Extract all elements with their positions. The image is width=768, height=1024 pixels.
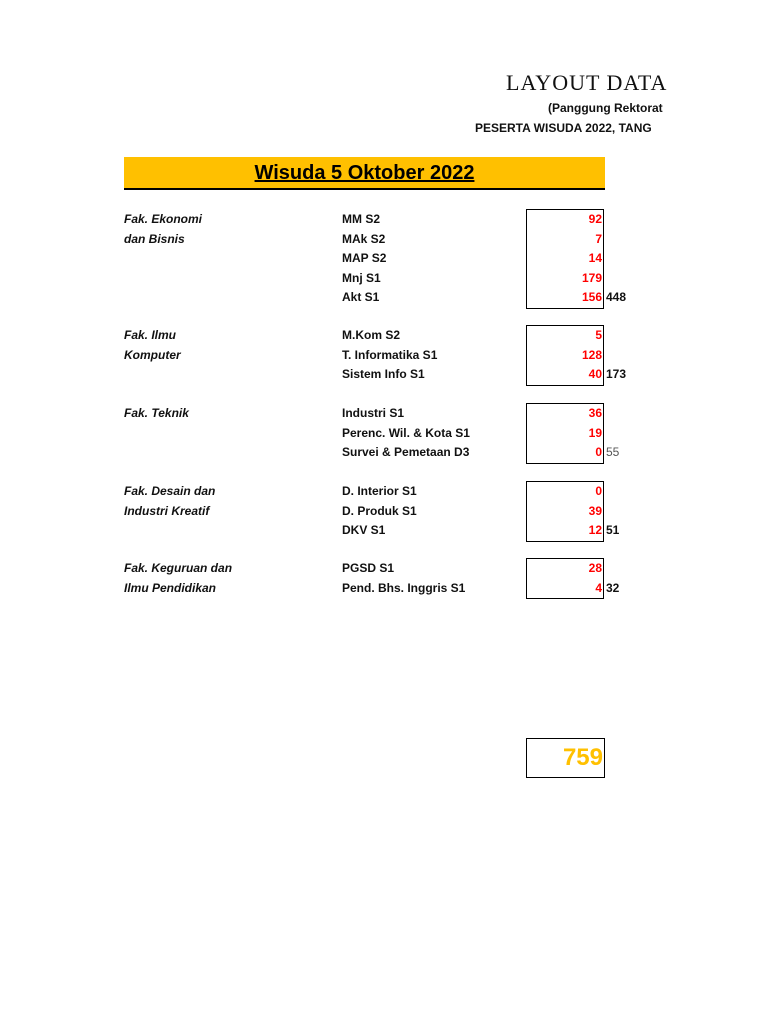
program-count: 4 (595, 580, 602, 595)
program-count: 36 (588, 406, 602, 420)
program-name: Survei & Pemetaan D3 (342, 445, 470, 460)
program-count: 179 (581, 270, 602, 285)
faculty-label-line: Fak. Keguruan dan (124, 561, 233, 575)
program-count: 12 (588, 523, 602, 538)
grand-total-value: 759 (562, 744, 603, 771)
count-box-desain (526, 481, 604, 542)
program-name: Perenc. Wil. & Kota S1 (342, 425, 470, 440)
program-name: MM S2 (342, 212, 381, 226)
program-count: 40 (588, 367, 602, 382)
count-box-teknik (526, 403, 604, 464)
program-count: 19 (588, 425, 602, 440)
program-count: 156 (581, 290, 602, 305)
subtotal-ilmu-komputer: 173 (606, 367, 627, 381)
count-box-ekonomi (526, 209, 604, 309)
program-count: 0 (595, 484, 602, 498)
faculty-label-keguruan (124, 559, 232, 598)
program-name: D. Interior S1 (342, 484, 417, 498)
program-list-ekonomi (342, 210, 386, 308)
faculty-label-line: Fak. Teknik (124, 406, 189, 420)
program-name: T. Informatika S1 (342, 347, 438, 362)
program-count: 39 (588, 503, 602, 518)
faculty-label-line: Komputer (124, 347, 181, 362)
faculty-label-ilmu-komputer (124, 326, 181, 365)
subtotal-ekonomi: 448 (606, 290, 627, 304)
program-count: 92 (588, 212, 602, 226)
program-name: D. Produk S1 (342, 503, 417, 518)
faculty-label-line: Fak. Ilmu (124, 328, 177, 342)
program-count: 128 (581, 347, 602, 362)
faculty-label-ekonomi (124, 210, 202, 249)
date-banner-text: Wisuda 5 Oktober 2022 (254, 162, 475, 184)
faculty-label-line: Industri Kreatif (124, 503, 210, 518)
grand-total-box (526, 738, 605, 778)
program-count: 0 (595, 445, 602, 460)
program-list-teknik (342, 404, 470, 463)
program-name: Akt S1 (342, 290, 380, 305)
program-count: 14 (588, 251, 602, 266)
faculty-label-teknik (124, 404, 189, 424)
date-banner (124, 157, 605, 190)
program-name: Sistem Info S1 (342, 367, 425, 382)
subtotal-teknik: 55 (606, 445, 620, 459)
faculty-label-line: Ilmu Pendidikan (124, 580, 217, 595)
program-count: 5 (595, 328, 602, 342)
program-name: MAP S2 (342, 251, 387, 266)
faculty-label-line: Fak. Desain dan (124, 484, 216, 498)
program-name: Industri S1 (342, 406, 405, 420)
subtotal-desain: 51 (606, 523, 620, 537)
program-name: Pend. Bhs. Inggris S1 (342, 580, 466, 595)
subtotal-keguruan: 32 (606, 581, 620, 595)
program-name: DKV S1 (342, 523, 386, 538)
count-box-keguruan (526, 558, 604, 599)
program-list-ilmu-komputer (342, 326, 437, 385)
program-name: M.Kom S2 (342, 328, 401, 342)
program-count: 7 (595, 231, 602, 246)
program-name: MAk S2 (342, 231, 386, 246)
document-subtitle: (Panggung Rektorat (548, 101, 663, 115)
program-name: PGSD S1 (342, 561, 395, 575)
faculty-label-line: Fak. Ekonomi (124, 212, 203, 226)
faculty-label-line: dan Bisnis (124, 231, 185, 246)
faculty-label-desain (124, 482, 215, 521)
document-subheading: PESERTA WISUDA 2022, TANG (475, 121, 652, 135)
program-list-keguruan (342, 559, 465, 598)
count-box-ilmu-komputer (526, 325, 604, 386)
program-list-desain (342, 482, 417, 541)
program-count: 28 (588, 561, 602, 575)
program-name: Mnj S1 (342, 270, 381, 285)
document-title: LAYOUT DATA (506, 70, 668, 95)
